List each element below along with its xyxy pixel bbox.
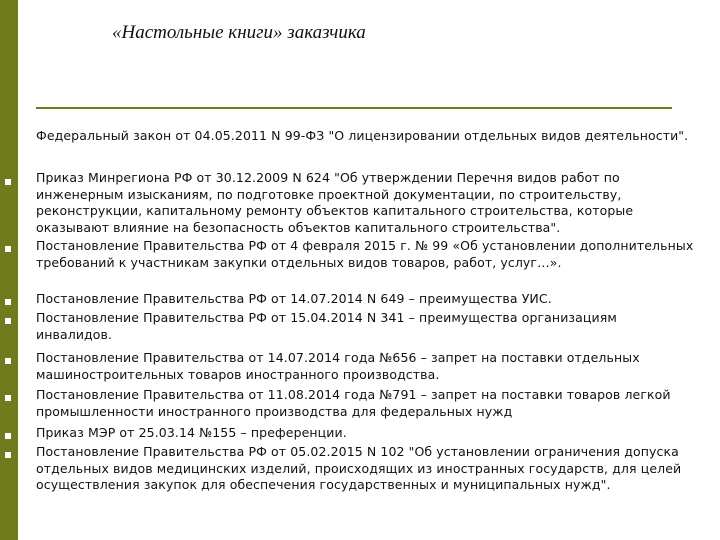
bullet-icon: [4, 394, 12, 402]
list-item-1: [36, 170, 696, 236]
list-item-text: Постановление Правительства РФ от 15.04.2014 N 341 – преимущества организациям инвалидов.: [36, 310, 617, 342]
page-title: «Настольные книги» заказчика: [112, 22, 366, 43]
list-item-text: Приказ Минрегиона РФ от 30.12.2009 N 624 "Об утверждении Перечня видов работ по инженерным изысканиям, по подготовке проектной документации, по строительству, реконструкции, капитальному ремонту объектов капитального строительства, которые оказывают влияние на безопасность объектов капитального строительства".: [36, 170, 634, 235]
left-accent-bar: [0, 0, 18, 540]
bullet-icon: [4, 245, 12, 253]
list-item-4: [36, 310, 696, 343]
bullet-icon: [4, 298, 12, 306]
bullet-icon: [4, 357, 12, 365]
list-item-text: Федеральный закон от 04.05.2011 N 99-ФЗ "О лицензировании отдельных видов деятельности".: [36, 128, 689, 143]
list-item-text: Постановление Правительства РФ от 4 февраля 2015 г. № 99 «Об установлении дополнительных требований к участникам закупки отдельных видов товаров, работ, услуг…».: [36, 238, 694, 270]
list-item-text: Приказ МЭР от 25.03.14 №155 – преференции.: [36, 425, 347, 440]
list-item-6: [36, 387, 696, 420]
list-item-2: [36, 238, 696, 271]
list-item-text: Постановление Правительства от 11.08.2014 года №791 – запрет на поставки товаров легкой промышленности иностранного производства для федеральных нужд: [36, 387, 671, 419]
list-item-text: Постановление Правительства РФ от 14.07.2014 N 649 – преимущества УИС.: [36, 291, 552, 306]
list-item-5: [36, 350, 696, 383]
title-divider: [36, 107, 672, 109]
list-item-text: Постановление Правительства РФ от 05.02.2015 N 102 "Об установлении ограничения допуска отдельных видов медицинских изделий, происходящих из иностранных государств, для целей осуществления закупок для обеспечения государственных и муниципальных нужд".: [36, 444, 682, 492]
bullet-icon: [4, 178, 12, 186]
bullet-icon: [4, 451, 12, 459]
bullet-icon: [4, 432, 12, 440]
bullet-icon: [4, 317, 12, 325]
list-item-3: [36, 291, 696, 308]
list-item-0: [36, 128, 696, 145]
list-item-7: [36, 425, 696, 442]
list-item-8: [36, 444, 696, 494]
list-item-text: Постановление Правительства от 14.07.2014 года №656 – запрет на поставки отдельных машиностроительных товаров иностранного производства.: [36, 350, 640, 382]
